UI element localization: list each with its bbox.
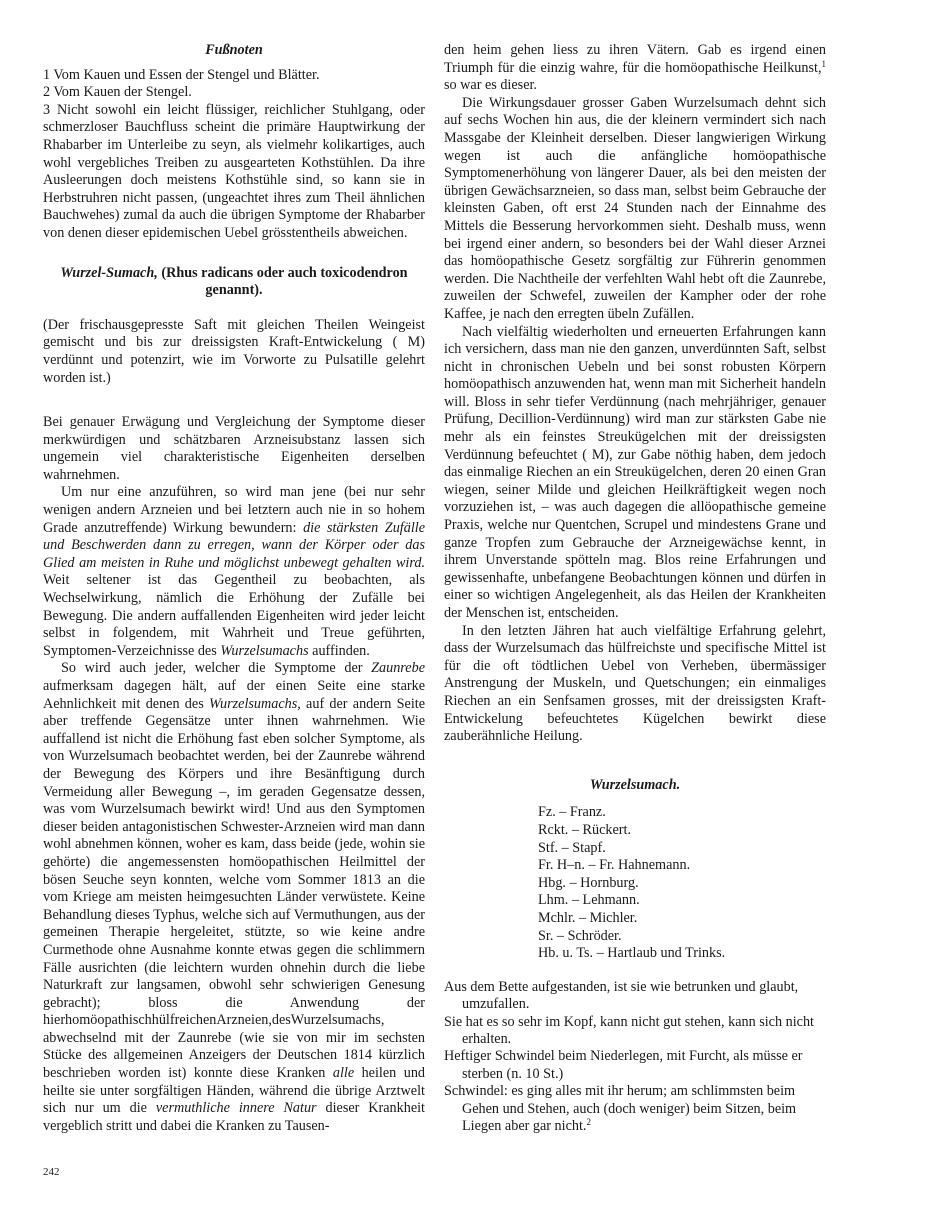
left-column <box>43 42 425 1135</box>
footnote-ref: 1 <box>821 58 826 69</box>
right-column <box>444 42 826 1135</box>
text-run: heilen und heilte sie unter sorgfältigen Händen, während die übrige Arztwelt sich nur um die <box>43 1065 426 1117</box>
paragraph-erfahrungen: Nach vielfältig wiederholten und erneuerten Erfahrungen kann ich versichern, dass man nie den ganzen, unverdünnten Saft, selbst nicht in chronischen Uebeln und bei sonst robusten Körpern homöopathisch anzuwenden hat, wenn man mit Sicherheit handeln will. Bloss in sehr tiefer Verdünnung (nach mehrjähriger, genauer Prüfung, Decillion-Verdünnung) wird man zur stärksten Gabe nie mehr als ein feinstes Streukügelchen mit der dreissigsten Verdünnung befeuchtet ( M), zur Gabe nöthig haben, dem jedoch das einmalige Riechen an ein Streukügelchen, deren 20 einen Gran wiegen, seiner Milde und gleichen Heilkräftigkeit wegen noch vorzuziehen ist, – was auch dagegen die allöopathische gemeine Praxis, welche nur Quentchen, Scrupel und mindestens Grane und ganze Tropfen zum Gebrauche der Arzneigewächse kennt, in ihrem Unverstande spötteln mag. Blos reine Erfahrungen und gewissenhafte, unbefangene Beobachtungen können und dürfen in einer so wichtigen Angelegenheit, als das Heilen der Krankheiten der Menschen ist, entscheiden. <box>444 323 826 621</box>
section-title-latin: (Rhus radicans oder auch toxicodendron genannt). <box>157 264 408 299</box>
footnote-ref: 2 <box>586 1116 591 1127</box>
preparation-note: (Der frischausgepresste Saft mit gleichen Theilen Weingeist gemischt und bis zur dreissigsten Kraft-Entwickelung ( M) verdünnt und potenzirt, wie im Vorworte zu Pulsatille gelehrt worden ist.) <box>43 316 425 386</box>
footnotes-heading: Fußnoten <box>205 42 263 58</box>
symptom-entry: Sie hat es so sehr im Kopf, kann nicht gut stehen, kann sich nicht erhalten. <box>444 1013 814 1047</box>
text-run: Weit seltener ist das Gegentheil zu beobachten, als Wechselwirkung, nämlich die Erhöhung der Zufälle bei Bewegung. Die andern auffallenden Eigenheiten wird jeder leicht selbst in folgendem, mit Wahrheit und Treue geführten, Symptomen-Verzeichnisse des <box>43 572 425 659</box>
abbreviation-list <box>538 804 826 962</box>
symptoms-subheading: Wurzelsumach. <box>589 776 681 793</box>
list-item: Hbg. – Hornburg. <box>538 874 639 891</box>
paragraph-zaunrebe <box>43 660 425 1135</box>
text-run-italic: die stärksten Zufälle und Beschwerden dann zu erregen, wann der Körper oder das Glied am meisten in Ruhe und möglichst unbewegt gehalten wird. <box>43 519 426 571</box>
list-item: Lhm. – Lehmann. <box>538 892 640 909</box>
text-run: auffinden. <box>308 642 370 659</box>
text-run-italic: vermuthliche innere Natur <box>155 1100 317 1117</box>
footnote-3: 3 Nicht sowohl ein leicht flüssiger, reichlicher Stuhlgang, oder schmerzloser Bauchfluss scheint die primäre Hauptwirkung der Rhabarber im Unterleibe zu seyn, als vielmehr kolikartiges, auch wohl vergebliches Treiben zu ausgearteten Kothstühlen. Da ihre Ausleerungen doch meistens Kothstühle sind, so kann sie in Herbstruhren nicht passen, (ungeachtet ihres zum Theil ähnlichen Bauchwehes) zumal da auch die übrigen Symptome der Rhabarber von denen dieser epidemischen Uebel grösstentheils abweichen. <box>43 101 425 241</box>
continued-paragraph <box>444 42 826 95</box>
text-run-italic: Wurzelsumachs <box>220 642 309 659</box>
list-item: Stf. – Stapf. <box>538 839 606 856</box>
paragraph-ruhe <box>43 484 425 660</box>
text-run: so war es dieser. <box>444 77 537 94</box>
text-run: aufmerksam dagegen hält, auf der einen Seite eine starke Aehnlichkeit mit denen des <box>43 678 425 712</box>
section-title <box>43 265 425 300</box>
symptom-entry: Heftiger Schwindel beim Niederlegen, mit Furcht, als müsse er sterben (n. 10 St.) <box>444 1048 803 1082</box>
page-number: 242 <box>43 1166 60 1178</box>
text-run: Um nur eine anzuführen, so wird man jene (bei nur sehr wenigen andern Arzneien und bei letztern auch nie in so hohem Grade anzutreffende) Wirkung bewundern: <box>43 484 425 536</box>
list-item: Fr. H–n. – Fr. Hahnemann. <box>538 857 691 874</box>
symptom-entry: Aus dem Bette aufgestanden, ist sie wie betrunken und glaubt, umzufallen. <box>444 978 799 1013</box>
list-item: Hb. u. Ts. – Hartlaub und Trinks. <box>538 945 726 962</box>
list-item: Sr. – Schröder. <box>538 927 622 944</box>
text-run: den heim gehen liess zu ihren Vätern. Gab es irgend einen Triumph für die einzig wahre, für die homöopathische Heilkunst, <box>444 42 826 76</box>
footnotes-list <box>43 67 425 243</box>
text-run: So wird auch jeder, welcher die Symptome der <box>61 660 372 677</box>
footnote-1: 1 Vom Kauen und Essen der Stengel und Blätter. <box>43 66 320 83</box>
list-item: Fz. – Franz. <box>538 804 606 821</box>
list-item: Rckt. – Rückert. <box>538 821 631 838</box>
paragraph-wirkungsdauer: Die Wirkungsdauer grosser Gaben Wurzelsumach dehnt sich auf sechs Wochen hin aus, die der kleinern vermindert sich nach Massgabe der Kleinheit derselben. Dieser langwierigen Wirkung wegen ist auch die anfängliche homöopathische Symptomenerhöhung von längerer Dauer, als bei den meisten der übrigen Gewächsarzneien, so dass man, selbst beim Gebrauche der kleinsten Gaben, oft erst 24 Stunden nach der Einnahme des Mittels die Besserung hervorkommen sieht. Deshalb muss, wenn bei irgend einer andern, so besonders bei der Wahl dieser Arznei das homöopathische Gesetz sorgfältig zur Führerin genommen werden. Die Nachtheile der verfehlten Wahl hebt oft die Zaunrebe, zuweilen der Schwefel, zuweilen der Kampher oder der rohe Kaffee, je nach den erregten übeln Zufällen. <box>444 94 826 322</box>
intro-paragraph: Bei genauer Erwägung und Vergleichung der Symptome dieser merkwürdigen und schätzbaren Arzneisubstanz lassen sich ungemein viel charakteristische Eigenheiten derselben wahrnehmen. <box>43 414 425 483</box>
section-title-name: Wurzel-Sumach, <box>60 264 158 281</box>
symptom-list <box>444 979 826 1136</box>
text-run-italic: Zaunrebe <box>371 660 425 677</box>
symptom-entry <box>444 1083 826 1135</box>
text-run: dieser Krankheit vergeblich stritt und dabei die Kranken zu Tausen- <box>43 1100 425 1134</box>
paragraph-letzte-jahre: In den letzten Jähren hat auch vielfältige Erfahrung gelehrt, dass der Wurzelsumach das hülfreichste und specifische Mittel ist für die oft tödtlichen Uebel von Verheben, übermässiger Anstrengung der Muskeln, und Quetschungen; ein einmaliges Riechen an ein Senfsamen grosses, mit der dreissigsten Kraft-Entwickelung befeuchtetes Kügelchen bewirkt diese zauberähnliche Heilung. <box>444 622 826 745</box>
text-run: auf der andern Seite aber treffende Gegensätze unter ihnen wahrnehmen. Wie auffallend ist nicht die Erhöhung fast eben solcher Symptome, als von Wurzelsumach beobachtet werden, bei der Zaunrebe während der Bewegung des Körpers und ihre Besänftigung durch Vermeidung aller Bewegung –, im geraden Gegensatze dessen, was vom Wurzelsumach bewirkt wird! Und aus den Symptomen dieser beiden antagonistischen Schwester-Arzneien wird man dann wohl abnehmen können, woher es kam, dass beide (jede, wohin sie gehörte) die angemessensten homöopathischen Heilmittel der bösen Seuche seyn konnten, welche vom Sommer 1813 an die vom Kriege am meisten heimgesuchten Länder verwüstete. Keine Behandlung dieses Typhus, welche sich auf Vermuthungen, aus der gemeinen Therapie hergeleitet, stützte, so wie keine andre Curmethode ohne Ausnahme konnte etwas gegen die schlimmern Fälle ausrichten (die leichtern wurden ohnehin durch die liebe Naturkraft zur langsamen, obwohl sehr schwierigen Genesung gebracht); bloss die Anwendung der hierhomöopathischhülfreichenArzneien,desWurzelsumachs, abwechselnd mit der Zaunrebe (wie sie von mir im sechsten Stücke des allgemeinen Anzeigers der Deutschen 1814 kürzlich beschrieben worden ist) konnte diese Kranken <box>43 695 425 1082</box>
text-run-italic: Wurzelsumachs, <box>208 695 301 712</box>
text-run: Schwindel: es ging alles mit ihr herum; am schlimmsten beim Gehen und Stehen, auch (doch weniger) beim Sitzen, beim Liegen aber gar nicht. <box>444 1083 797 1134</box>
text-run-italic: alle <box>332 1065 355 1082</box>
list-item: Mchlr. – Michler. <box>538 909 638 926</box>
footnote-2: 2 Vom Kauen der Stengel. <box>43 84 192 101</box>
